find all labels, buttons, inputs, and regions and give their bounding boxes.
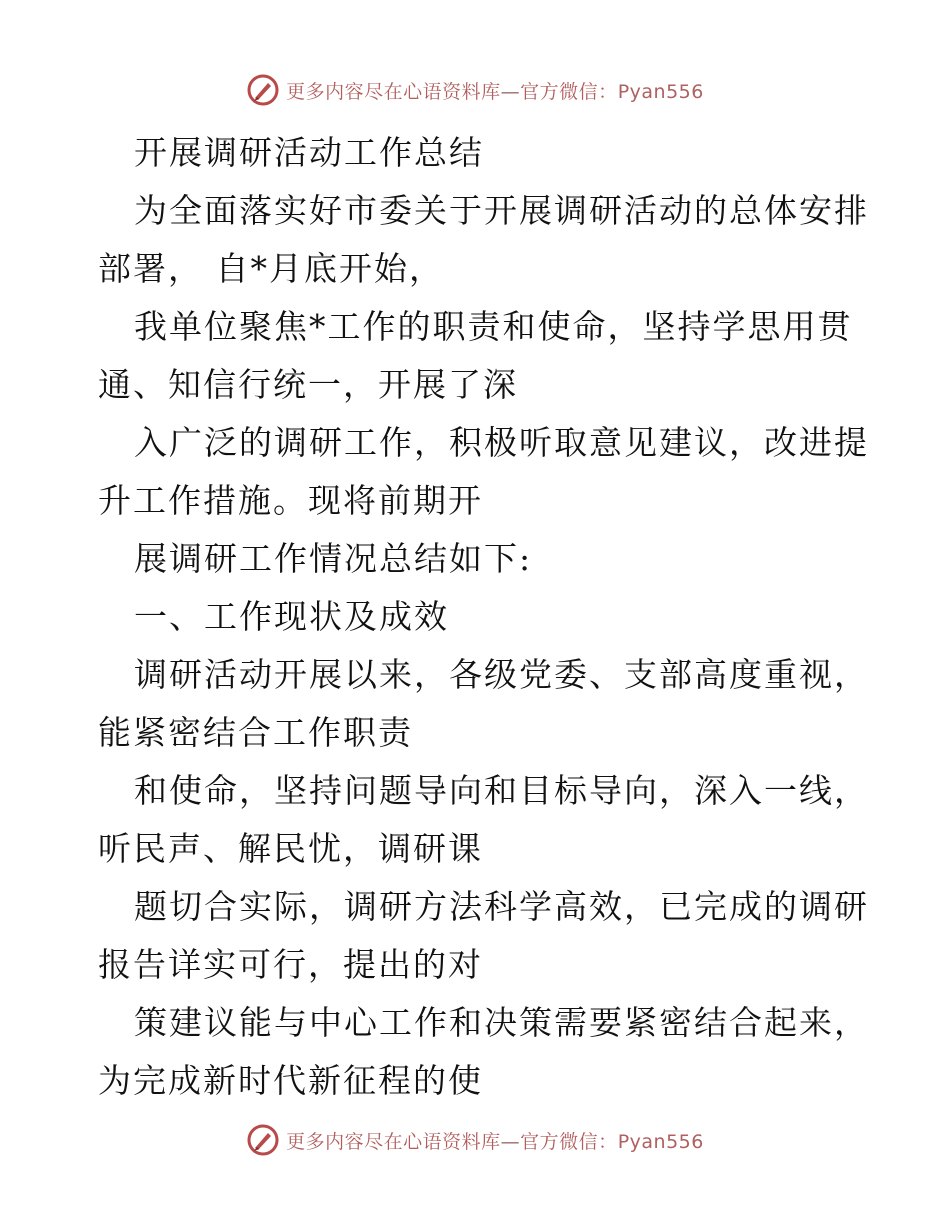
paragraph-line: 展调研工作情况总结如下: [134, 539, 533, 578]
document-title: 开展调研活动工作总结 [134, 133, 484, 172]
header-banner-contact-id: Pyan556 [617, 80, 704, 103]
header-banner-main: 更多内容尽在心语资料库 [286, 80, 501, 103]
paragraph-line: 入广泛的调研工作，积极听取意见建议，改进提 [134, 423, 869, 462]
footer-banner-text [286, 1127, 704, 1154]
header-banner-text [286, 77, 704, 104]
footer-banner-main: 更多内容尽在心语资料库 [286, 1130, 501, 1153]
paragraph-line: 通、知信行统一，开展了深 [98, 365, 518, 404]
paragraph-line: 调研活动开展以来，各级党委、支部高度重视， [134, 655, 869, 694]
paragraph-line: 部署， 自*月底开始， [98, 249, 444, 288]
paragraph-line: 题切合实际，调研方法科学高效，已完成的调研 [134, 887, 869, 926]
footer-banner-contact-label: 官方微信： [520, 1130, 618, 1153]
footer-banner-separator: — [500, 1130, 521, 1153]
header-banner-separator: — [500, 80, 521, 103]
paragraph-line: 听民声、解民忧，调研课 [98, 829, 483, 868]
document-body [98, 124, 869, 1110]
paragraph-line: 我单位聚焦*工作的职责和使命，坚持学思用贯 [134, 307, 853, 346]
paragraph-line: 能紧密结合工作职责 [98, 713, 413, 752]
section-heading: 一、工作现状及成效 [134, 597, 449, 636]
paragraph-line: 和使命，坚持问题导向和目标导向，深入一线， [134, 771, 869, 810]
header-banner-contact-label: 官方微信： [520, 80, 618, 103]
pen-logo-icon [246, 73, 280, 107]
header-banner [0, 70, 950, 110]
paragraph-line: 升工作措施。现将前期开 [98, 481, 483, 520]
paragraph-line: 为完成新时代新征程的使 [98, 1061, 483, 1100]
paragraph-line: 策建议能与中心工作和决策需要紧密结合起来， [134, 1003, 869, 1042]
pen-logo-icon [246, 1123, 280, 1157]
footer-banner [0, 1120, 950, 1160]
paragraph-line: 报告详实可行，提出的对 [98, 945, 483, 984]
paragraph-line: 为全面落实好市委关于开展调研活动的总体安排 [134, 191, 869, 230]
footer-banner-contact-id: Pyan556 [617, 1130, 704, 1153]
